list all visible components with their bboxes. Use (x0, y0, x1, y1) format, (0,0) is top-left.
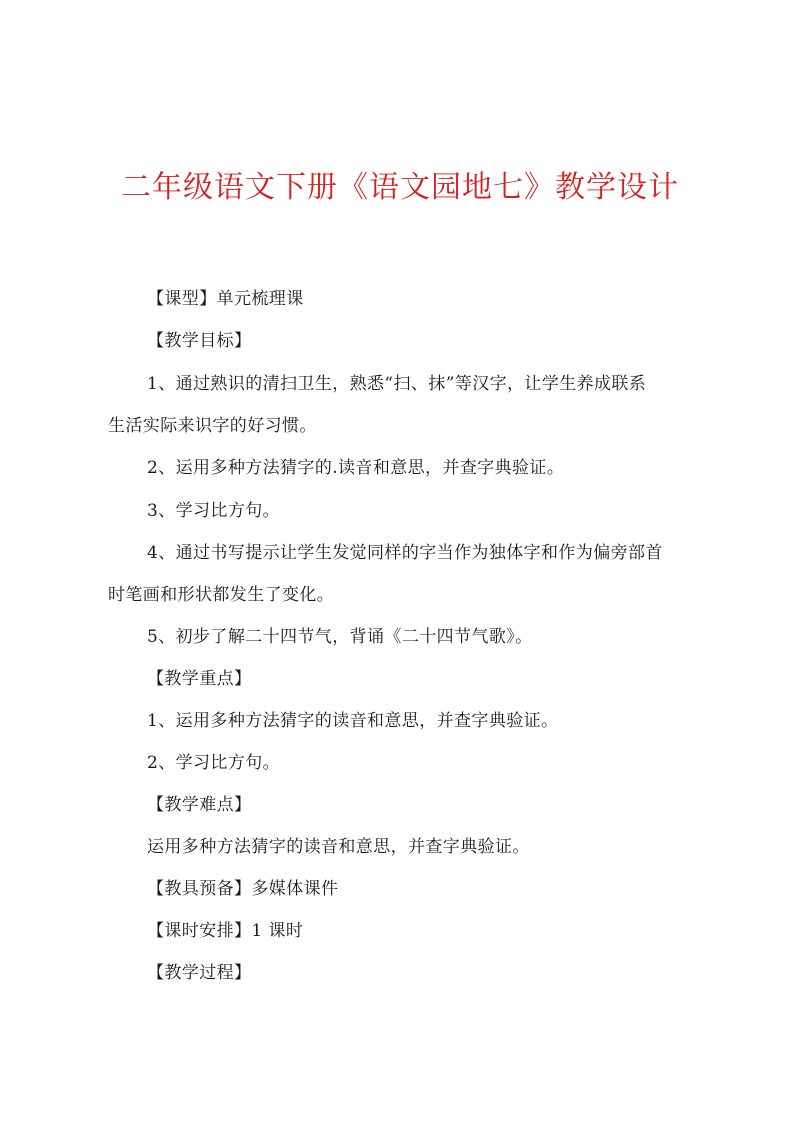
section-heading-difficulties: 【教学难点】 (147, 795, 252, 815)
objective-3: 3、学习比方句。 (147, 501, 281, 521)
section-heading-key-points: 【教学重点】 (147, 669, 252, 689)
key-point-2: 2、学习比方句。 (147, 753, 281, 773)
objective-1-line-1: 1、通过熟识的清扫卫生，熟悉“扫、抹”等汉字，让学生养成联系 (147, 374, 647, 394)
key-point-1: 1、运用多种方法猜字的读音和意思，并查字典验证。 (147, 711, 559, 731)
document-title: 二年级语文下册《语文园地七》教学设计 (121, 170, 679, 205)
objective-5: 5、初步了解二十四节气，背诵《二十四节气歌》。 (147, 627, 533, 647)
lesson-type-line: 【课型】单元梳理课 (147, 289, 304, 309)
difficulty-text: 运用多种方法猜字的读音和意思，并查字典验证。 (147, 837, 530, 857)
objective-4-line-1: 4、通过书写提示让学生发觉同样的字当作为独体字和作为偏旁部首 (147, 543, 663, 563)
class-hours-line: 【课时安排】1 课时 (147, 921, 304, 941)
section-heading-objectives: 【教学目标】 (147, 331, 252, 351)
section-heading-process: 【教学过程】 (147, 963, 252, 983)
teaching-aids-line: 【教具预备】多媒体课件 (147, 879, 339, 899)
objective-1-line-2: 生活实际来识字的好习惯。 (108, 416, 317, 436)
objective-2: 2、运用多种方法猜字的.读音和意思，并查字典验证。 (147, 458, 565, 478)
objective-4-line-2: 时笔画和形状都发生了变化。 (108, 585, 335, 605)
